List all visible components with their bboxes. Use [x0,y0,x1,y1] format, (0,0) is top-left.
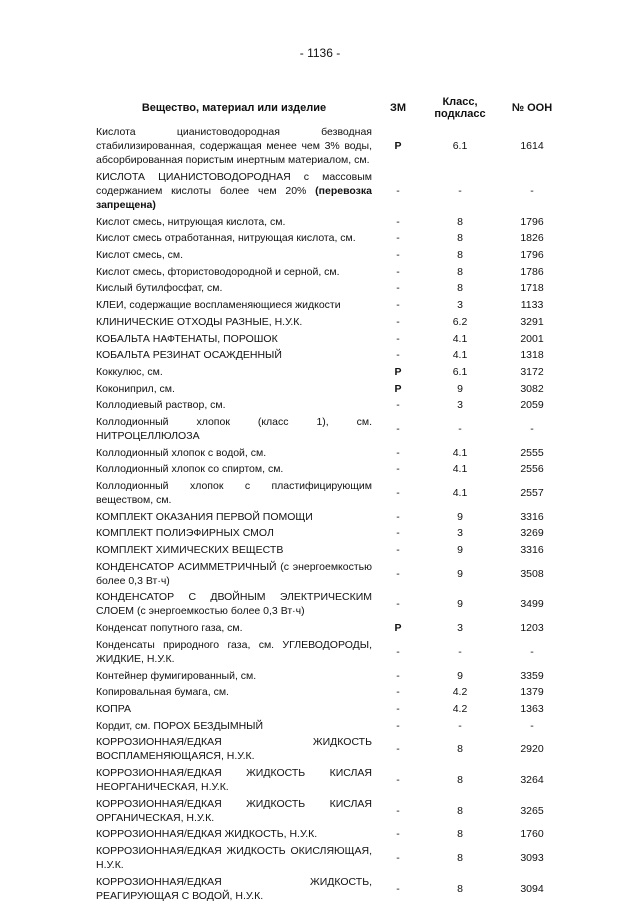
cell-name: КОРРОЗИОННАЯ/ЕДКАЯ ЖИДКОСТЬ КИСЛАЯ ОРГАНИЧЕСКАЯ, Н.У.К. [96,797,372,824]
cell-class: 8 [457,804,463,817]
cell-un: 3499 [520,598,544,611]
cell-name: КИСЛОТА ЦИАНИСТОВОДОРОДНАЯ с массовым содержанием кислоты более чем 20% (перевозка запрещена) [96,171,372,212]
cell-class: 8 [457,852,463,865]
cell-class: 4.1 [452,463,468,476]
cell-class: 9 [457,510,463,523]
cell-zm: - [396,719,400,732]
cell-zm: - [396,215,400,228]
cell-zm: - [396,686,400,699]
cell-name: Копировальная бумага, см. [96,686,229,699]
cell-name: Кислот смесь, нитрующая кислота, см. [96,215,286,228]
cell-name: КОНДЕНСАТОР С ДВОЙНЫМ ЭЛЕКТРИЧЕСКИМ СЛОЕМ (с энергоемкостью более 0,3 Вт·ч) [96,591,372,618]
cell-class: 4.1 [452,487,468,500]
table-row [96,717,568,734]
table-row [96,620,568,637]
cell-class: 9 [457,567,463,580]
cell-name: Кислот смесь, фтористоводородной и серной, см. [96,265,340,278]
cell-class: 9 [457,544,463,557]
cell-class: 8 [457,828,463,841]
cell-class: - [458,645,462,658]
cell-zm: - [396,299,400,312]
cell-class: 8 [457,265,463,278]
cell-class: 8 [457,215,463,228]
cell-un: 1203 [520,622,544,635]
cell-zm: Р [394,382,402,395]
cell-un: - [530,422,534,435]
cell-name: КЛЕИ, содержащие воспламеняющиеся жидкости [96,299,341,312]
cell-un: 2555 [520,446,544,459]
table-row [96,247,568,264]
cell-zm: - [396,567,400,580]
cell-class: 3 [457,622,463,635]
cell-un: 3316 [520,544,544,557]
table-row [96,414,568,445]
cell-name: Кислот смесь отработанная, нитрующая кислота, см. [96,232,356,245]
cell-zm: - [396,282,400,295]
table-row [96,525,568,542]
cell-zm: - [396,804,400,817]
table-header [96,88,568,128]
cell-class: 8 [457,743,463,756]
cell-zm: - [396,773,400,786]
cell-zm: - [396,332,400,345]
cell-class: - [458,719,462,732]
table-row [96,314,568,331]
table-row [96,637,568,668]
cell-name: КОМПЛЕКТ ХИМИЧЕСКИХ ВЕЩЕСТВ [96,544,284,557]
table-row [96,169,568,214]
table-row [96,667,568,684]
cell-un: 3093 [520,852,544,865]
table-body [96,124,568,904]
table-row [96,795,568,826]
cell-name: Коллодиевый раствор, см. [96,399,226,412]
cell-class: 9 [457,669,463,682]
cell-un: 3172 [520,365,544,378]
cell-name: КОРРОЗИОННАЯ/ЕДКАЯ ЖИДКОСТЬ, РЕАГИРУЮЩАЯ С ВОДОЙ, Н.У.К. [96,875,372,902]
cell-class: 8 [457,882,463,895]
table-row [96,478,568,509]
cell-un: - [530,645,534,658]
cell-class: 3 [457,299,463,312]
table-row [96,280,568,297]
table-row [96,213,568,230]
cell-un: 2557 [520,487,544,500]
header-name: Вещество, материал или изделие [141,102,327,114]
table-row [96,701,568,718]
cell-class: 6.1 [452,140,468,153]
cell-zm: Р [394,365,402,378]
cell-class: 9 [457,382,463,395]
cell-class: 6.2 [452,315,468,328]
table-row [96,380,568,397]
cell-name: КЛИНИЧЕСКИЕ ОТХОДЫ РАЗНЫЕ, Н.У.К. [96,315,303,328]
table-row [96,397,568,414]
cell-un: 1760 [520,828,544,841]
cell-un: - [530,185,534,198]
cell-zm: - [396,463,400,476]
cell-un: 1363 [520,702,544,715]
cell-name: Кислот смесь, см. [96,249,184,262]
table-row [96,765,568,796]
cell-name: КОНДЕНСАТОР АСИММЕТРИЧНЫЙ (с энергоемкостью более 0,3 Вт·ч) [96,560,372,587]
cell-zm: - [396,598,400,611]
cell-un: 1796 [520,215,544,228]
cell-un: 1826 [520,232,544,245]
table-row [96,826,568,843]
table-row [96,364,568,381]
cell-class: 6.1 [452,365,468,378]
cell-name: Кордит, см. ПОРОХ БЕЗДЫМНЫЙ [96,719,264,732]
cell-name: Коллодионный хлопок (класс 1), см. НИТРОЦЕЛЛЮЛОЗА [96,415,372,442]
cell-name: КОПРА [96,702,132,715]
cell-un: 3359 [520,669,544,682]
cell-un: 3291 [520,315,544,328]
cell-un: 1786 [520,265,544,278]
cell-zm: - [396,349,400,362]
cell-un: 3082 [520,382,544,395]
cell-un: 2001 [520,332,544,345]
cell-class: 8 [457,232,463,245]
table-row [96,461,568,478]
cell-un: 2556 [520,463,544,476]
table-row [96,263,568,280]
cell-zm: - [396,446,400,459]
cell-un: 2059 [520,399,544,412]
cell-name: КОБАЛЬТА РЕЗИНАТ ОСАЖДЕННЫЙ [96,349,282,362]
cell-zm: - [396,265,400,278]
table-row [96,589,568,620]
cell-class: 8 [457,773,463,786]
cell-un: 3316 [520,510,544,523]
substances-table [96,88,568,904]
cell-name: Кокониприл, см. [96,382,175,395]
header-class: Класс, подкласс [434,96,486,120]
cell-class: 9 [457,598,463,611]
cell-class: - [458,185,462,198]
cell-class: - [458,422,462,435]
table-row [96,734,568,765]
table-row [96,508,568,525]
table-row [96,843,568,874]
cell-un: 1614 [520,140,544,153]
cell-name: Коллодионный хлопок с водой, см. [96,446,267,459]
cell-name: КОРРОЗИОННАЯ/ЕДКАЯ ЖИДКОСТЬ, Н.У.К. [96,828,318,841]
table-row [96,297,568,314]
cell-un: 3508 [520,567,544,580]
cell-zm: - [396,743,400,756]
cell-name: Коллодионный хлопок с пластифицирующим веществом, см. [96,480,372,507]
cell-zm: - [396,828,400,841]
cell-zm: - [396,422,400,435]
cell-zm: - [396,232,400,245]
cell-zm: - [396,882,400,895]
cell-zm: - [396,399,400,412]
cell-name: Конденсаты природного газа, см. УГЛЕВОДОРОДЫ, ЖИДКИЕ, Н.У.К. [96,638,372,665]
cell-zm: Р [394,140,402,153]
table-row [96,230,568,247]
cell-name: КОРРОЗИОННАЯ/ЕДКАЯ ЖИДКОСТЬ КИСЛАЯ НЕОРГАНИЧЕСКАЯ, Н.У.К. [96,766,372,793]
cell-name: КОРРОЗИОННАЯ/ЕДКАЯ ЖИДКОСТЬ ВОСПЛАМЕНЯЮЩАЯСЯ, Н.У.К. [96,736,372,763]
cell-class: 3 [457,399,463,412]
cell-name: КОРРОЗИОННАЯ/ЕДКАЯ ЖИДКОСТЬ ОКИСЛЯЮЩАЯ, Н.У.К. [96,845,372,872]
header-zm: ЗМ [389,102,407,114]
cell-un: 1379 [520,686,544,699]
table-row [96,347,568,364]
cell-zm: - [396,185,400,198]
cell-class: 3 [457,527,463,540]
cell-un: 2920 [520,743,544,756]
cell-zm: - [396,702,400,715]
cell-class: 8 [457,249,463,262]
cell-name: КОМПЛЕКТ ПОЛИЭФИРНЫХ СМОЛ [96,527,274,540]
cell-class: 4.2 [452,702,468,715]
table-row [96,558,568,589]
table-row [96,330,568,347]
cell-un: 1718 [520,282,544,295]
cell-un: 3269 [520,527,544,540]
cell-name: Коккулюс, см. [96,365,163,378]
cell-zm: - [396,852,400,865]
cell-zm: - [396,315,400,328]
cell-zm: - [396,645,400,658]
cell-name: Коллодионный хлопок со спиртом, см. [96,463,284,476]
cell-zm: - [396,510,400,523]
cell-un: - [530,719,534,732]
cell-zm: - [396,249,400,262]
table-row [96,873,568,904]
cell-class: 4.1 [452,349,468,362]
cell-class: 8 [457,282,463,295]
table-row [96,124,568,169]
header-un: № ООН [511,102,553,114]
cell-name: Контейнер фумигированный, см. [96,669,257,682]
table-row [96,684,568,701]
cell-un: 1318 [520,349,544,362]
cell-zm: Р [394,622,402,635]
cell-un: 1133 [520,299,544,312]
cell-name: Кислота цианистоводородная безводная стабилизированная, содержащая менее чем 3% воды, абсорбированная пористым инертным материалом, см. [96,126,372,167]
table-row [96,542,568,559]
cell-class: 4.1 [452,446,468,459]
table-row [96,444,568,461]
cell-un: 3265 [520,804,544,817]
cell-name: КОМПЛЕКТ ОКАЗАНИЯ ПЕРВОЙ ПОМОЩИ [96,510,313,523]
cell-un: 1796 [520,249,544,262]
cell-class: 4.1 [452,332,468,345]
cell-zm: - [396,544,400,557]
cell-zm: - [396,527,400,540]
cell-name: Кислый бутилфосфат, см. [96,282,223,295]
page-number: - 1136 - [299,46,341,60]
cell-class: 4.2 [452,686,468,699]
cell-un: 3264 [520,773,544,786]
cell-zm: - [396,487,400,500]
cell-zm: - [396,669,400,682]
cell-name: Конденсат попутного газа, см. [96,622,243,635]
cell-name: КОБАЛЬТА НАФТЕНАТЫ, ПОРОШОК [96,332,278,345]
cell-un: 3094 [520,882,544,895]
